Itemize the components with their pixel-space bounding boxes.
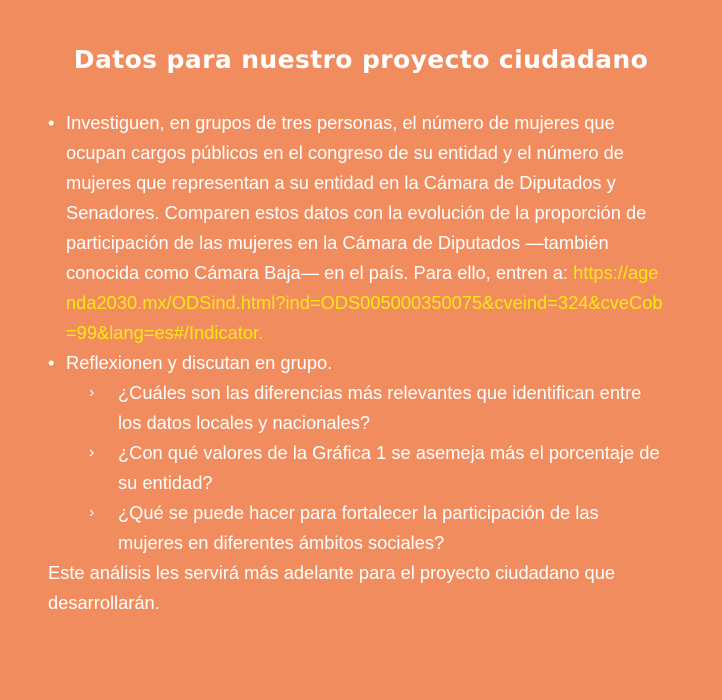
list-item	[48, 348, 668, 378]
bullet-dot-icon: •	[48, 112, 55, 133]
list-item	[48, 108, 668, 348]
page-title: Datos para nuestro proyecto ciudadano	[73, 45, 649, 74]
chevron-right-icon: ›	[89, 444, 95, 461]
chevron-right-icon: ›	[89, 384, 95, 401]
agenda2030-link[interactable]: https://agenda2030.mx/ODSind.html?ind=ODS005000350075&cveind=324&cveCob=99&lang=es#/Indicator.	[66, 262, 663, 343]
list-item	[48, 378, 668, 438]
closing-paragraph: Este análisis les servirá más adelante para el proyecto ciudadano que desarrollarán.	[48, 562, 616, 613]
list-item-text: ¿Con qué valores de la Gráfica 1 se asemeja más el porcentaje de su entidad?	[118, 442, 660, 493]
list-item-text: ¿Cuáles son las diferencias más relevantes que identifican entre los datos locales y nacionales?	[118, 382, 642, 433]
list-item-text: ¿Qué se puede hacer para fortalecer la participación de las mujeres en diferentes ámbitos sociales?	[118, 502, 599, 553]
chevron-right-icon: ›	[89, 504, 95, 521]
content-body	[48, 108, 668, 618]
list-item-text	[66, 108, 668, 348]
bullet-dot-icon: •	[48, 352, 55, 373]
list-item-text-part: Investiguen, en grupos de tres personas, el número de mujeres que ocupan cargos públicos en el congreso de su entidad y el número de mujeres que representan a su entidad en la Cámara de Diputados y Senadores. Comparen estos datos con la evolución de la proporción de participación de las mujeres en la Cámara de Diputados —también conocida como Cámara Baja— en el país. Para ello, entren a:	[66, 112, 647, 283]
list-item	[48, 498, 668, 558]
list-item	[48, 438, 668, 498]
list-item-text: Reflexionen y discutan en grupo.	[66, 352, 333, 373]
sub-question-list	[48, 378, 668, 558]
